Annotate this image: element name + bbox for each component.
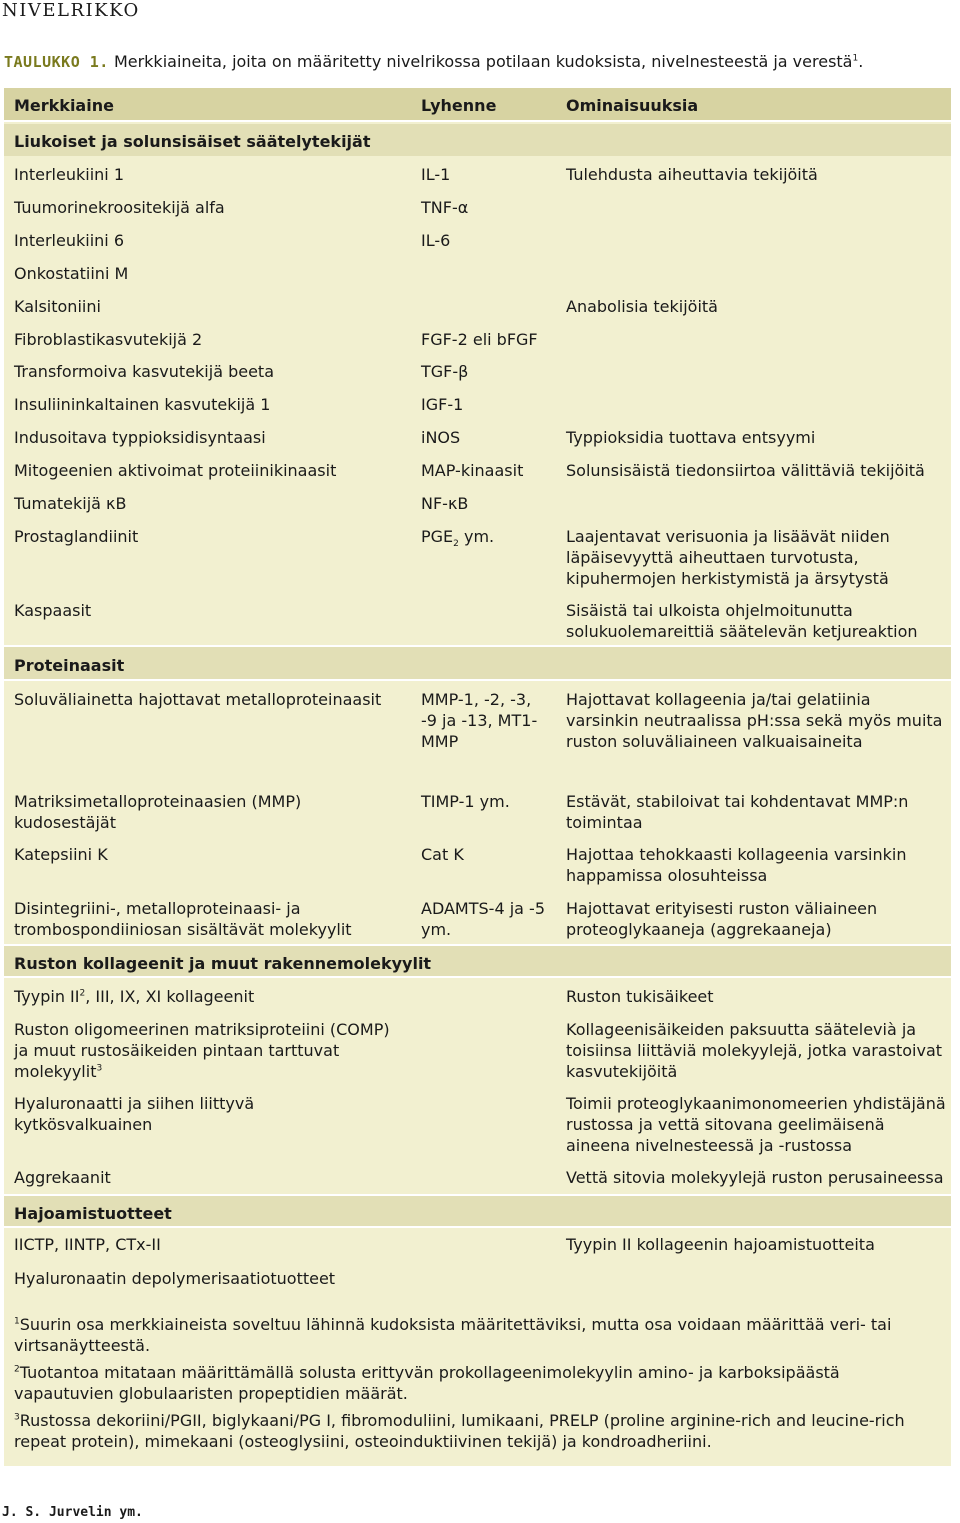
- table-cell: Ruston tukisäikeet: [566, 987, 714, 1006]
- footnote-sup: 3: [14, 1412, 20, 1423]
- abbr-pge: PGE: [421, 527, 454, 546]
- group-label: Ruston kollageenit ja muut rakennemolekyylit: [14, 954, 432, 973]
- footnotes: [4, 1310, 951, 1460]
- header-merkkiaine: Merkkiaine: [14, 96, 114, 115]
- table-cell: TNF-α: [421, 198, 469, 217]
- table-cell: TIMP-1 ym.: [421, 792, 510, 811]
- caption-end: .: [858, 52, 864, 71]
- group-body-2: [4, 681, 951, 941]
- table-caption: [4, 52, 863, 71]
- table-cell: IGF-1: [421, 395, 464, 414]
- table-cell: Toimii proteoglykaanimonomeerien yhdistäjänä rustossa ja vettä sitovana geelimäisenä aineena nivelnesteessä ja -rustossa: [566, 1094, 946, 1155]
- table-cell: Insuliininkaltainen kasvutekijä 1: [14, 395, 271, 414]
- table-cell: Hyaluronaatti ja siihen liittyvä kytkösvalkuainen: [14, 1094, 255, 1134]
- footnote-sup: 2: [14, 1364, 20, 1375]
- caption-label: TAULUKKO 1.: [4, 53, 109, 71]
- table-cell: Soluväliainetta hajottavat metalloproteinaasit: [14, 690, 382, 709]
- table-cell: [421, 526, 561, 550]
- group-label: Hajoamistuotteet: [14, 1204, 172, 1223]
- table-cell: IL-1: [421, 165, 451, 184]
- header-lyhenne: Lyhenne: [421, 96, 497, 115]
- type-ii-sup: 2: [79, 988, 86, 999]
- table-cell: Typpioksidia tuottava entsyymi: [566, 428, 816, 447]
- group-body-4: [4, 1228, 951, 1298]
- table-cell: Matriksimetalloproteinaasien (MMP) kudosestäjät: [14, 792, 302, 832]
- header-ominaisuuksia: Ominaisuuksia: [566, 96, 699, 115]
- table-cell: FGF-2 eli bFGF: [421, 330, 538, 349]
- caption-text: Merkkiaineita, joita on määritetty nivelrikossa potilaan kudoksista, nivelnesteestä ja verestä: [113, 52, 853, 71]
- abbr-ym: ym.: [463, 527, 495, 546]
- author-credit: J. S. Jurvelin ym.: [2, 1505, 143, 1520]
- table-cell: Disintegriini-, metalloproteinaasi- ja trombospondiiniosan sisältävät molekyylit: [14, 899, 352, 939]
- table-cell: Hajottaa tehokkaasti kollageenia varsinkin happamissa olosuhteissa: [566, 845, 907, 885]
- footnote-text: Suurin osa merkkiaineista soveltuu lähinnä kudoksista määritettäviksi, mutta osa voidaan määrittää veri- tai virtsanäytteestä.: [14, 1315, 892, 1355]
- table-cell: Interleukiini 6: [14, 231, 124, 250]
- group-label: Proteinaasit: [14, 656, 125, 675]
- group-row-ruston-kollageenit: [4, 944, 951, 978]
- table-cell: Anabolisia tekijöitä: [566, 297, 718, 316]
- table-cell: Kaspaasit: [14, 601, 92, 620]
- table-cell: Transformoiva kasvutekijä beeta: [14, 362, 274, 381]
- table-cell: MAP-kinaasit: [421, 461, 524, 480]
- section-title: NIVELRIKKO: [2, 0, 140, 21]
- group-row-proteinaasit: [4, 645, 951, 681]
- table-header-row: [4, 88, 951, 122]
- table-cell: [14, 1019, 399, 1082]
- table-cell: Hajottavat erityisesti ruston väliaineen proteoglykaaneja (aggrekaaneja): [566, 899, 878, 939]
- caption-sup: 1: [852, 53, 859, 64]
- table-cell: Kollageenisäikeiden paksuutta säätelevià ja toisiinsa liittäviä molekyylejä, jotka varastoivat kasvutekijöitä: [566, 1020, 943, 1081]
- table-cell: TGF-β: [421, 362, 469, 381]
- comp-label: Ruston oligomeerinen matriksiproteiini (COMP) ja muut rustosäikeiden pintaan tarttuvat molekyylit: [14, 1020, 390, 1081]
- type-ii-rest: , III, IX, XI kollageenit: [85, 987, 255, 1006]
- table-cell: Tuumorinekroositekijä alfa: [14, 198, 225, 217]
- footnote-sup: 1: [14, 1316, 20, 1327]
- group-label: Liukoiset ja solunsisäiset säätelytekijät: [14, 132, 371, 151]
- table-cell: Tyypin II kollageenin hajoamistuotteita: [566, 1235, 875, 1254]
- table-cell: IL-6: [421, 231, 451, 250]
- footnote-text: Tuotantoa mitataan määrittämällä solusta erittyvän prokollageenimolekyylin amino- ja karboksipäästä vapautuvien globulaaristen propeptidien määrät.: [14, 1363, 840, 1403]
- footnote-1: [14, 1314, 944, 1356]
- group-row-hajoamistuotteet: [4, 1194, 951, 1228]
- table-cell: Hajottavat kollageenia ja/tai gelatiinia varsinkin neutraalissa pH:ssa sekä myös muita ruston soluväliaineen valkuaisaineita: [566, 690, 943, 751]
- group-body-3: [4, 978, 951, 1193]
- table-cell: iNOS: [421, 428, 461, 447]
- table-cell: Tulehdusta aiheuttavia tekijöitä: [566, 165, 818, 184]
- table-cell: Cat K: [421, 845, 464, 864]
- table-cell: Laajentavat verisuonia ja lisäävät niiden läpäisevyyttä aiheuttaen turvotusta, kipuhermojen herkistymistä ja ärsytystä: [566, 527, 890, 588]
- table-cell: Aggrekaanit: [14, 1168, 111, 1187]
- comp-sup: 3: [96, 1063, 103, 1074]
- footnote-3: [14, 1410, 944, 1452]
- table-cell: Sisäistä tai ulkoista ohjelmoitunutta solukuolemareittiä säätelevän ketjureaktion: [566, 601, 918, 641]
- group-body-1: [4, 156, 951, 641]
- table-cell: Estävät, stabiloivat tai kohdentavat MMP:n toimintaa: [566, 792, 909, 832]
- table-cell: Kalsitoniini: [14, 297, 101, 316]
- footnote-2: [14, 1362, 944, 1404]
- table-cell: Fibroblastikasvutekijä 2: [14, 330, 203, 349]
- table-cell: Hyaluronaatin depolymerisaatiotuotteet: [14, 1269, 336, 1288]
- table-cell: Tumatekijä κB: [14, 494, 127, 513]
- footnote-text: Rustossa dekoriini/PGII, biglykaani/PG I, fibromoduliini, lumikaani, PRELP (proline arginine-rich and leucine-rich repeat protein), mimekaani (osteoglysiini, osteoinduktiivinen tekijä) ja kondroadheriini.: [14, 1411, 905, 1451]
- abbr-sub: 2: [453, 539, 459, 550]
- table-cell: Vettä sitovia molekyylejä ruston perusaineessa: [566, 1168, 944, 1187]
- table-cell: Indusoitava typpioksidisyntaasi: [14, 428, 266, 447]
- type-ii-label: Tyypin II: [14, 987, 80, 1006]
- group-row-liukoiset: [4, 124, 951, 156]
- table-cell: NF-κB: [421, 494, 469, 513]
- table-cell: Onkostatiini M: [14, 264, 129, 283]
- table-cell: MMP-1, -2, -3, -9 ja -13, MT1-MMP: [421, 690, 538, 751]
- table-cell: ADAMTS-4 ja -5 ym.: [421, 899, 545, 939]
- table-cell: Interleukiini 1: [14, 165, 124, 184]
- table-cell: Prostaglandiinit: [14, 527, 139, 546]
- table-cell: Mitogeenien aktivoimat proteiinikinaasit: [14, 461, 337, 480]
- table-cell: Katepsiini K: [14, 845, 108, 864]
- table-cell: Solunsisäistä tiedonsiirtoa välittäviä tekijöitä: [566, 461, 925, 480]
- table-cell: IICTP, IINTP, CTx-II: [14, 1235, 161, 1254]
- table-cell: [14, 986, 409, 1007]
